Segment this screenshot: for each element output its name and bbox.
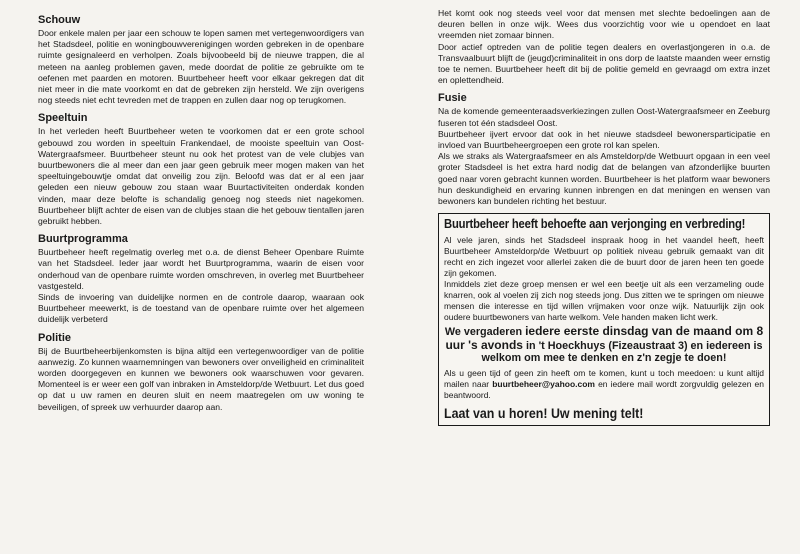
section-body: Bij de Buurtbeheerbijenkomsten is bijna altijd een vertegenwoordiger van de politie aanwezig. Zo kunnen waarnemningen van bewoners over onveiligheid en criminaliteit worden doorgegeven en kunnen we bewoners ook waarschuwen voor gevaren. Momenteel is er weer een golf van inbraken in Amsteldorp/de Wetbuurt. Let dus goed op dat u uw ramen en deuren sluit en neem maatregelen om uw woning te beveiligen, of spreek uw verhuurder daarop aan. [38,345,364,412]
box-body: Al vele jaren, sinds het Stadsdeel inspraak hoog in het vaandel heeft, heeft Buurtbeheer Amsteldorp/de Wetbuurt op politiek niveau gebruik gemaakt van dit recht en zich ingezet voor allerlei zaken die de buurt door de jaren heen ten goede zijn gekomen. [444,235,764,279]
section-body: Buurtbeheer heeft regelmatig overleg met o.a. de dienst Beheer Openbare Ruimte van het Stadsdeel. Ieder jaar wordt het Buurtprogramma, waarin de eisen voor onderhoud van de openbare ruimte worden omschreven, in overleg met Buurtbeheer vastgesteld. [38,247,364,291]
recruitment-box [438,213,770,426]
section-schouw [38,14,364,106]
contact-text [444,368,764,401]
meeting-text: We vergaderen [444,326,526,339]
section-body: Na de komende gemeenteraadsverkiezingen zullen Oost-Watergraafsmeer en Zeeburg fuseren tot één stadsdeel Oost. [438,106,770,128]
meeting-text: in 't Hoeckhuys (Fizeaustraat 3) en iedereen is welkom om mee te denken en z'n zegje te doen! [481,339,763,365]
section-body: Door enkele malen per jaar een schouw te lopen samen met vertegenwoordigers van het Stadsdeel, politie en woningbouwverenigingen worden gebreken in de openbare ruimte gesignaleerd en verholpen. Zoals bijvoobeeld bij de nieuwe trappen, die al meteen na aanleg problemen gaven, mede doordat de politie ze gebruikte om te oefenen met paarden en motoren. Buurtbeheer heeft voor elkaar gekregen dat dit niet meer in die mate voorkomt en dat de gebreken zijn hersteld. We zijn overigens nog steeds niet echt tevreden met de trappen en zullen daar nog op terugkomen. [38,28,364,106]
section-body: In het verleden heeft Buurtbeheer weten te voorkomen dat er een grote school gebouwd zou worden in speeltuin Frankendael, de mooiste speeltuin van Oost-Watergraafsmeer. Buurtbeheer steunt nu ook het protest van de vele clubjes van buurtbewoners die al meer dan een jaar geen gebruik meer mogen maken van het speeltuingebouwtje omdat dat onveilig zou zijn. Beloofd was dat er al een jaar geleden een nieuw gebouw zou staan waar Buurtactiviteiten onderdak konden vinden, maar deze belofte is schandalig genoeg nog steeds niet nagekomen. Buurtbeheer blijft achter de eisen van de clubjes staan die het gebouw tientallen jaren gebruikt hebben. [38,126,364,227]
section-title: Buurtprogramma [38,233,128,246]
email-link[interactable]: buurtbeheer@yahoo.com [492,378,595,389]
section-buurtprogramma [38,233,364,325]
meeting-announcement [444,325,764,365]
section-body: Door actief optreden van de politie tegen dealers en overlastjongeren in o.a. de Transvaalbuurt blijft de (jeugd)criminaliteit in ons dorp de laatste maanden weer ernstig toe te nemen. Buurtbeheer heeft dit bij de politie gemeld en gevraagd om extra inzet en oplettendheid. [438,41,770,86]
call-to-action: Laat van u horen! Uw mening telt! [444,405,644,421]
section-fusie [438,92,770,207]
section-body: Als we straks als Watergraafsmeer en als Amsteldorp/de Wetbuurt opgaan in een veel groter Stadsdeel is het extra hard nodig dat de belangen van afzonderlijke buurten goed naar voren gebracht kunnen worden. Buurtbeheer is het platform waar bewoners hun deskundigheid en ervaring kunnen inbrengen en dat meningen en wensen van bewoners kan bundelen richting het bestuur. [438,151,770,207]
section-body: Sinds de invoering van duidelijke normen en de controle daarop, waaraan ook Buurtbeheer meewerkt, is de toestand van de openbare ruimte over het algemeen duidelijk verbeterd [38,292,364,325]
contact-intro: Als u geen tijd of geen zin heeft om te komen, kunt u toch meedoen: u kunt altijd mailen naar [444,367,764,389]
section-title: Fusie [438,92,467,105]
section-title: Schouw [38,14,81,26]
right-column [438,0,770,554]
box-title: Buurtbeheer heeft behoefte aan verjonging en verbreding! [444,217,746,232]
section-politie-continued [438,8,770,86]
section-body: Buurtbeheer ijvert ervoor dat ook in het nieuwe stadsdeel bewonersparticipatie en invloed van Buurtbeheergroepen een grote rol kan spelen. [438,128,770,151]
left-column [38,0,364,554]
section-body: Het komt ook nog steeds veel voor dat mensen met slechte bedoelingen aan de deuren bellen in onze wijk. Wees dus voorzichtig voor wie u opendoet en laat vreemden niet zomaar binnen. [438,8,770,41]
section-title: Politie [38,331,72,344]
box-body: Inmiddels ziet deze groep mensen er wel een beetje uit als een verzameling oude knarren, ook al voelen zij zich nog steeds jong. Dus zitten we te springen om nieuwe mensen die interesse en tijd willen vrijmaken voor onze wijk. Natuurlijk zijn ook oudere buurtbewoners van harte welkom. Vele handen maken licht werk. [444,279,764,323]
meeting-schedule: iedere eerste dinsdag van de maand om 8 uur 's avonds [445,324,764,352]
section-title: Speeltuin [38,112,88,125]
contact-outro: en iedere mail wordt zorgvuldig gelezen en beantwoord. [444,378,764,400]
section-politie [38,332,364,413]
section-speeltuin [38,112,364,227]
